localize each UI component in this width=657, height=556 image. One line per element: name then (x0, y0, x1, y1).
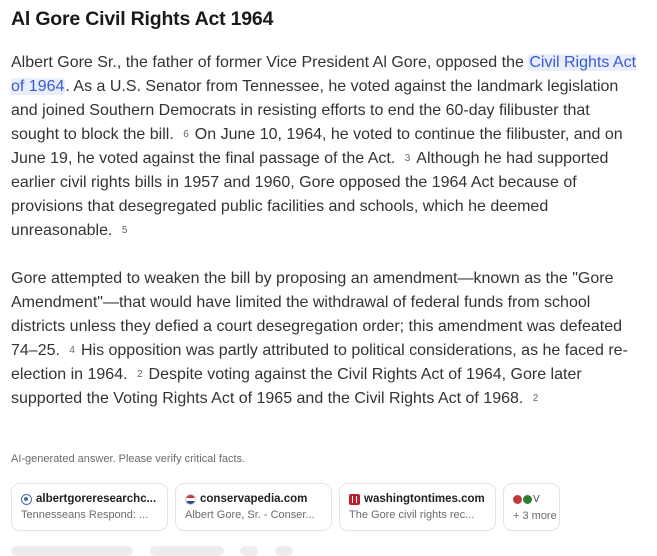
source-card[interactable] (339, 483, 496, 531)
text: On June 10, 1964, he voted to continue the filibuster, and on June 19, he voted against the final passage of the Act. (11, 126, 623, 167)
citation-5[interactable]: 5 (121, 225, 128, 236)
more-sources-button[interactable] (503, 483, 560, 531)
news-icon (349, 494, 360, 505)
civil-rights-act-link[interactable]: Civil Rights Act of 1964 (11, 54, 637, 95)
text: Gore attempted to weaken the bill by proposing an amendment—known as the "Gore Amendment"—that would have limited the withdrawal of federal funds from school districts unless they defied a court desegregation order; this amendment was defeated 74–25. (11, 270, 623, 359)
citation-6[interactable]: 6 (183, 129, 189, 140)
citation-2[interactable]: 2 (532, 393, 539, 404)
citation-2[interactable]: 2 (136, 369, 143, 380)
citation-4[interactable]: 4 (69, 345, 75, 356)
text: His opposition was partly attributed to political considerations, as he faced re-election in 1964. (11, 342, 628, 383)
source-card[interactable] (175, 483, 332, 531)
more-sources-label: + 3 more (513, 509, 557, 522)
source-favicons (513, 493, 550, 506)
action-chip[interactable] (150, 546, 224, 556)
source-domain: washingtontimes.com (364, 493, 485, 505)
source-snippet: The Gore civil rights rec... (349, 509, 475, 521)
source-card[interactable] (11, 483, 168, 531)
text: Albert Gore Sr., the father of former Vice President Al Gore, opposed the (11, 54, 524, 71)
favicon-text: V (533, 493, 540, 505)
source-domain: albertgoreresearchc... (36, 493, 157, 505)
flag-icon (185, 494, 196, 505)
favicon-icon (523, 495, 532, 504)
action-chip[interactable] (11, 546, 133, 556)
source-snippet: Albert Gore, Sr. - Conser... (185, 509, 315, 521)
text: . As a U.S. Senator from Tennessee, he voted against the landmark legislation and joined Southern Democrats in resisting efforts to end the 60-day filibuster that sought to block the bill. (11, 78, 619, 143)
source-domain: conservapedia.com (200, 493, 308, 505)
globe-icon (21, 494, 32, 505)
action-chip[interactable] (240, 546, 258, 556)
favicon-icon (513, 495, 522, 504)
answer-paragraph-1 (11, 51, 639, 243)
action-chip[interactable] (275, 546, 293, 556)
source-cards (11, 483, 560, 531)
answer-paragraph-2 (11, 267, 639, 411)
text: Although he had supported earlier civil rights bills in 1957 and 1960, Gore opposed the 1964 Act because of provisions that desegregated public facilities and schools, which he deemed unreasonable. (11, 150, 609, 239)
source-snippet: Tennesseans Respond: ... (21, 509, 149, 521)
text: Despite voting against the Civil Rights Act of 1964, Gore later supported the Voting Rights Act of 1965 and the Civil Rights Act of 1968. (11, 366, 582, 407)
ai-disclaimer: AI-generated answer. Please verify critical facts. (11, 453, 246, 465)
answer-title: Al Gore Civil Rights Act 1964 (11, 8, 274, 30)
citation-3[interactable]: 3 (404, 153, 411, 164)
